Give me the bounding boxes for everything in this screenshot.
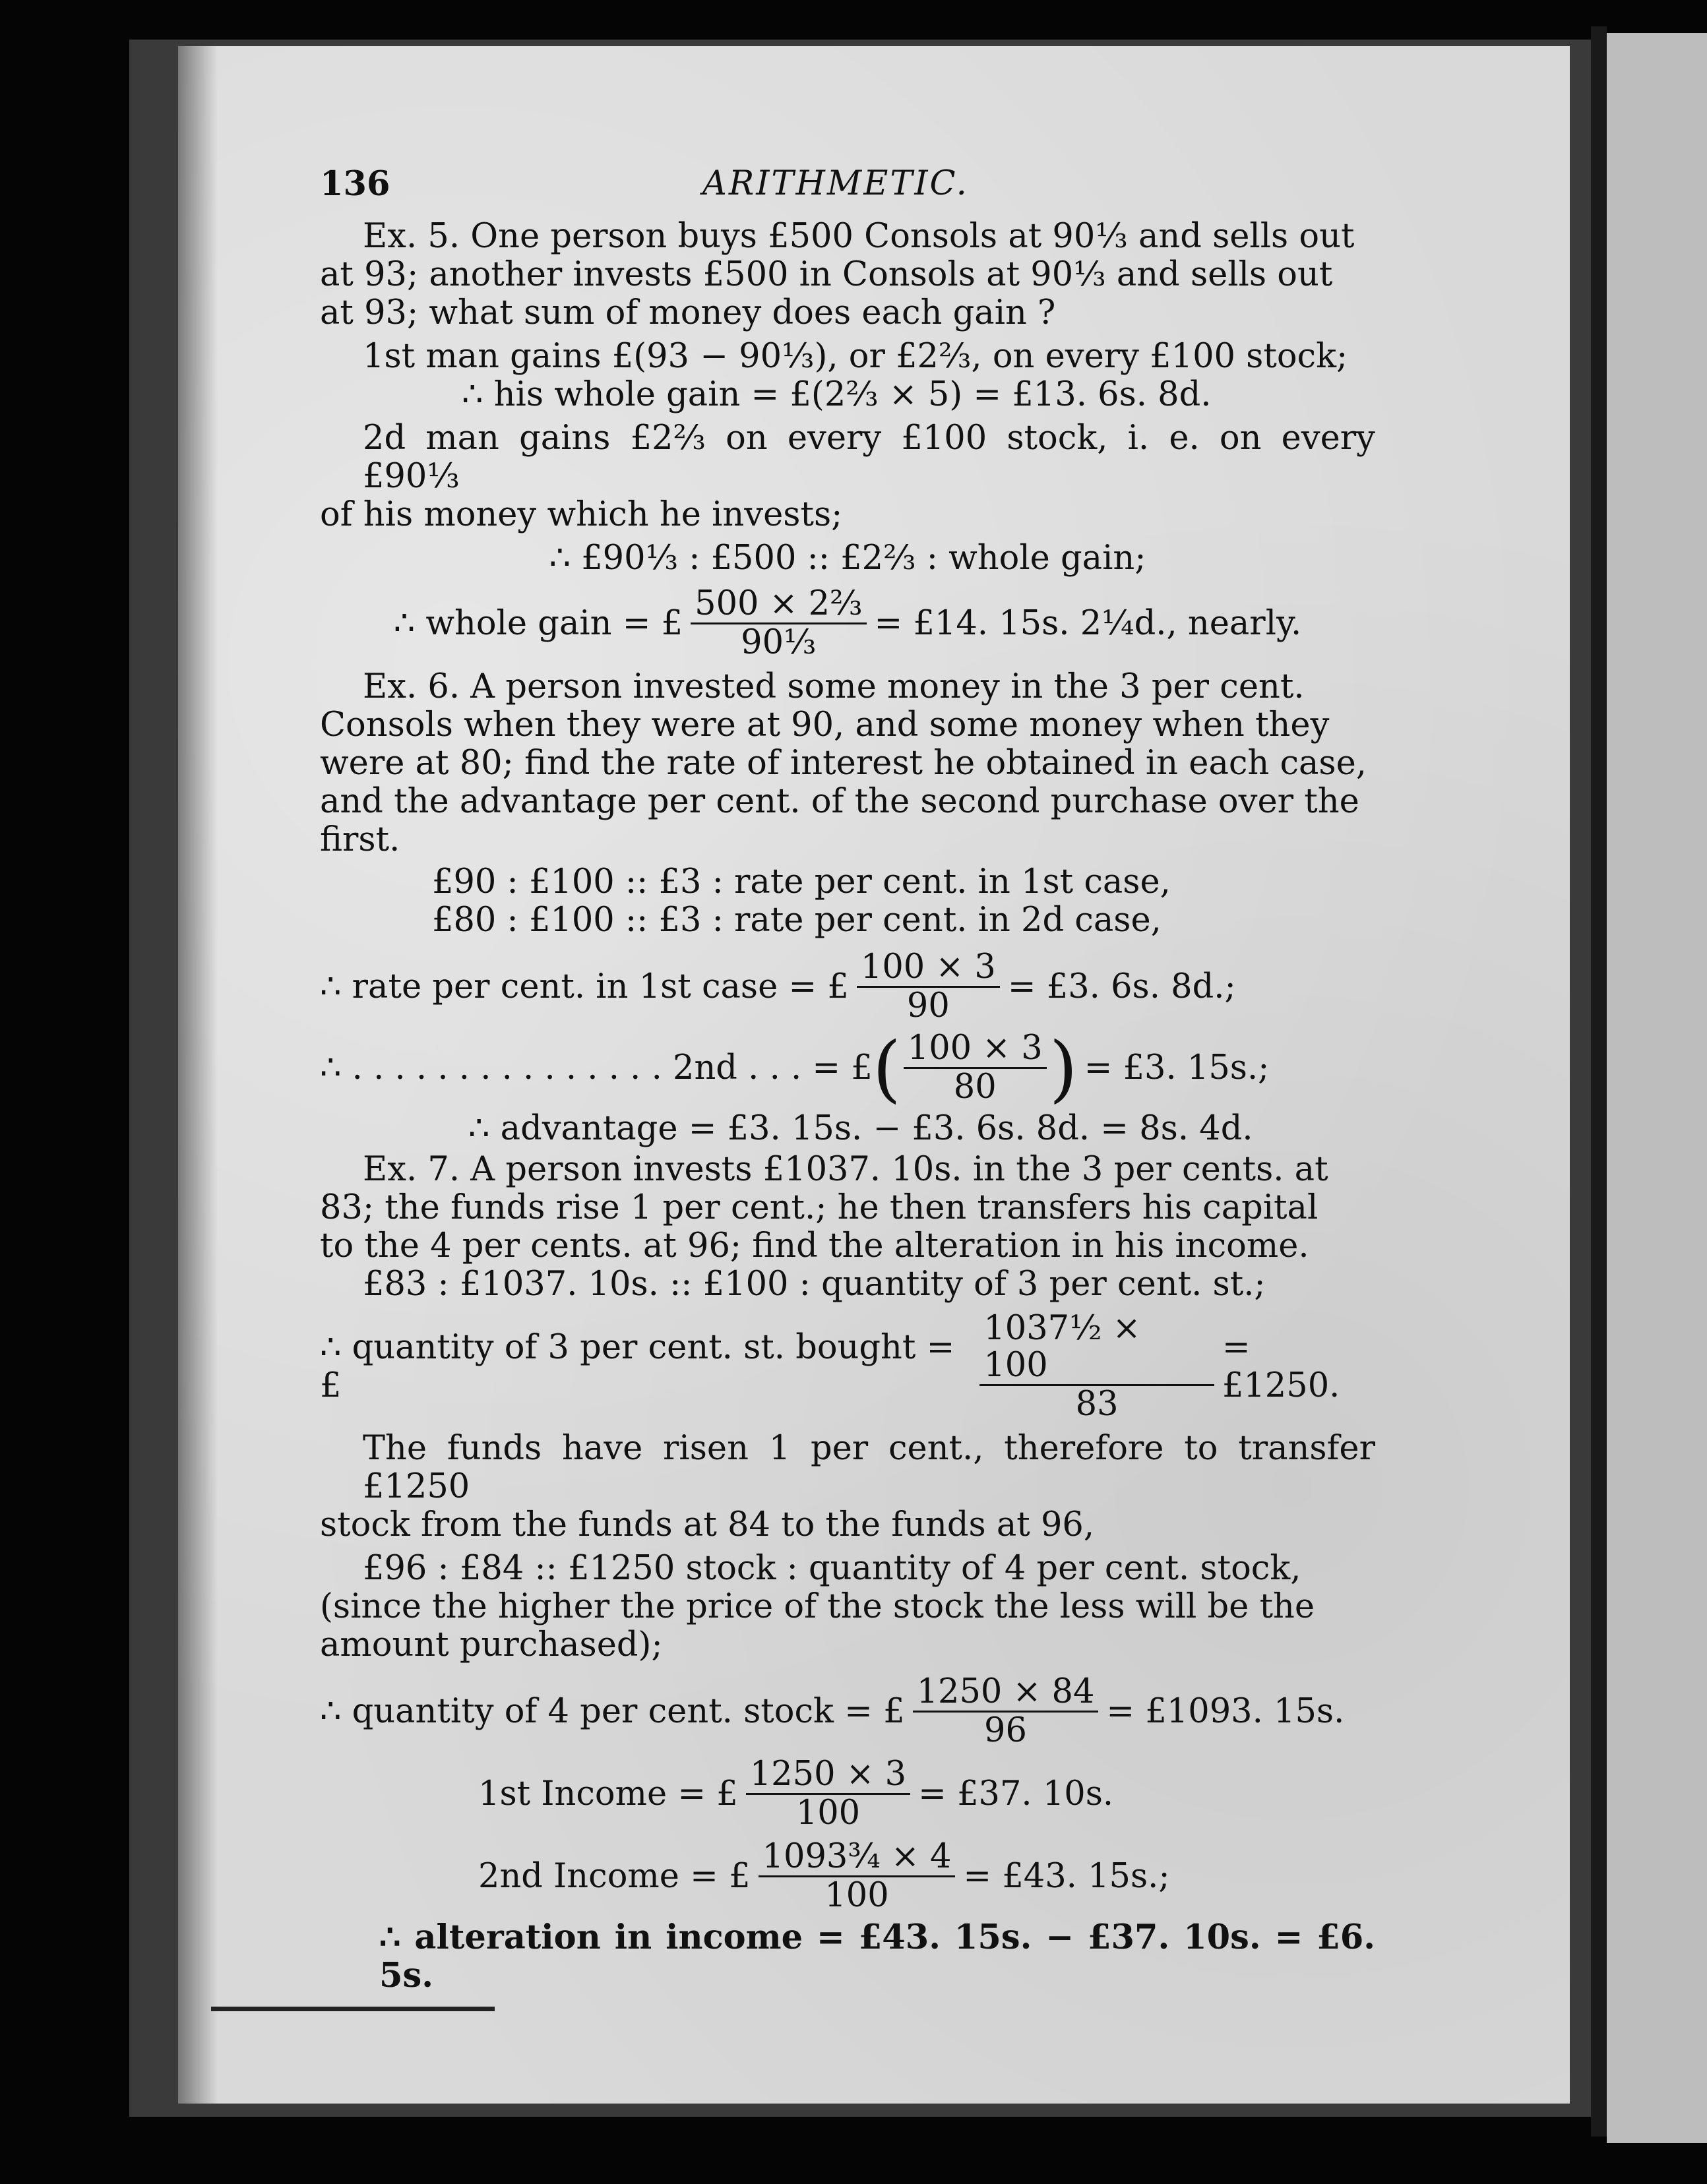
equation-tail: = £14. 15s. 2¼d., nearly. (874, 603, 1302, 643)
text-line: Ex. 5. One person buys £500 Consols at 90⅓ and sells out (363, 217, 1355, 256)
text-line: first. (320, 820, 400, 859)
text-line: Ex. 6. A person invested some money in the 3 per cent. (363, 667, 1305, 706)
ex7-income2-equation (320, 1838, 1375, 1914)
denominator: 96 (984, 1711, 1027, 1750)
page-text (320, 165, 1375, 1995)
numerator: 500 × 2⅔ (691, 586, 866, 624)
numerator: 100 × 3 (904, 1030, 1047, 1069)
ex7-problem (320, 1151, 1375, 1265)
running-head: ARITHMETIC. (702, 164, 969, 203)
ex7-funds-risen (320, 1430, 1375, 1544)
denominator: 100 (824, 1876, 889, 1915)
ex5-second-gain (320, 419, 1375, 534)
equation-tail: = £3. 15s.; (1084, 1048, 1270, 1087)
equation-lead: ∴ . . . . . . . . . . . . . . . 2nd . . . = £ (320, 1048, 873, 1087)
text-line: (since the higher the price of the stock the less will be the (320, 1587, 1315, 1626)
equation-lead: ∴ quantity of 3 per cent. st. bought = £ (320, 1327, 955, 1405)
ex6-rate1-equation (320, 949, 1375, 1025)
text-line: amount purchased); (320, 1625, 663, 1664)
text-line: at 93; what sum of money does each gain ? (320, 293, 1056, 332)
text-line: of his money which he invests; (320, 495, 843, 534)
text-line: 83; the funds rise 1 per cent.; he then transfers his capital (320, 1188, 1319, 1227)
equation-lead: ∴ quantity of 4 per cent. stock = £ (320, 1691, 905, 1731)
text-line: £80 : £100 :: £3 : rate per cent. in 2d case, (432, 901, 1162, 940)
equation-lead: ∴ whole gain = £ (393, 603, 683, 643)
text-line: and the advantage per cent. of the second purchase over the (320, 782, 1359, 821)
ex7-proportion-2 (320, 1550, 1375, 1664)
fraction (979, 1310, 1214, 1423)
ex6-problem (320, 668, 1375, 859)
fraction (691, 586, 866, 661)
close-paren: ) (1049, 1025, 1078, 1110)
equation-tail: = £43. 15s.; (963, 1856, 1170, 1896)
fraction (913, 1674, 1099, 1749)
text-line: at 93; another invests £500 in Consols at 90⅓ and sells out (320, 255, 1333, 294)
text-line: stock from the funds at 84 to the funds at 96, (320, 1505, 1095, 1544)
denominator: 80 (953, 1068, 997, 1107)
pen-underline (211, 2007, 495, 2011)
equation-lead: 2nd Income = £ (478, 1856, 751, 1896)
ex6-advantage: ∴ advantage = £3. 15s. − £3. 6s. 8d. = 8s. 4d. (468, 1109, 1253, 1148)
ex6-rate2-equation (320, 1025, 1375, 1110)
text-line: The funds have risen 1 per cent., therefore to transfer £1250 (363, 1429, 1375, 1506)
adjacent-page-edge (1607, 33, 1707, 2143)
ex5-problem (320, 218, 1375, 332)
denominator: 100 (795, 1794, 861, 1833)
text-line: were at 80; find the rate of interest he obtained in each case, (320, 744, 1367, 783)
equation-tail: = £1093. 15s. (1106, 1691, 1345, 1731)
numerator: 1037½ × 100 (979, 1310, 1214, 1386)
fraction (759, 1838, 956, 1914)
numerator: 1093¾ × 4 (759, 1838, 956, 1877)
equation-tail: = £37. 10s. (918, 1774, 1114, 1813)
ex7-bought-equation (320, 1310, 1375, 1423)
ex7-proportion-1: £83 : £1037. 10s. :: £100 : quantity of 3 per cent. st.; (363, 1265, 1266, 1304)
ex7-income1-equation (320, 1756, 1375, 1832)
text-line: Ex. 7. A person invests £1037. 10s. in the 3 per cents. at (363, 1150, 1328, 1189)
text-line: 2d man gains £2⅔ on every £100 stock, i. e. on every £90⅓ (363, 419, 1375, 496)
ex6-proportions (320, 863, 1375, 940)
page-number: 136 (320, 164, 390, 204)
text-line: ∴ his whole gain = £(2⅔ × 5) = £13. 6s. 8d. (462, 375, 1212, 414)
fraction (857, 949, 1000, 1025)
text-line: 1st man gains £(93 − 90⅓), or £2⅔, on every £100 stock; (363, 337, 1348, 376)
text-line: £90 : £100 :: £3 : rate per cent. in 1st case, (432, 863, 1171, 901)
equation-tail: = £1250. (1222, 1327, 1340, 1405)
ex7-stock4-equation (320, 1674, 1375, 1749)
fraction (746, 1756, 910, 1832)
equation-lead: ∴ rate per cent. in 1st case = £ (320, 967, 849, 1006)
text-line: Consols when they were at 90, and some money when they (320, 706, 1330, 744)
ex5-whole-gain-equation (320, 586, 1375, 661)
denominator: 90⅓ (741, 623, 817, 662)
denominator: 90 (906, 986, 950, 1025)
numerator: 1250 × 84 (913, 1674, 1099, 1713)
numerator: 100 × 3 (857, 949, 1000, 988)
text-line: £96 : £84 :: £1250 stock : quantity of 4 per cent. stock, (363, 1549, 1301, 1588)
equation-tail: = £3. 6s. 8d.; (1007, 967, 1236, 1006)
book-spine (1591, 26, 1607, 2137)
text-line: to the 4 per cents. at 96; find the alteration in his income. (320, 1227, 1309, 1265)
numerator: 1250 × 3 (746, 1756, 910, 1795)
open-paren: ( (872, 1025, 901, 1110)
ex5-first-gain (320, 338, 1375, 414)
ex5-proportion: ∴ £90⅓ : £500 :: £2⅔ : whole gain; (549, 539, 1146, 578)
gutter-shadow (178, 46, 218, 2104)
equation-lead: 1st Income = £ (478, 1774, 738, 1813)
page-header (320, 165, 1375, 211)
denominator: 83 (1075, 1385, 1119, 1424)
ex7-alteration: ∴ alteration in income = £43. 15s. − £37. 10s. = £6. 5s. (379, 1918, 1375, 1995)
fraction (904, 1030, 1047, 1106)
